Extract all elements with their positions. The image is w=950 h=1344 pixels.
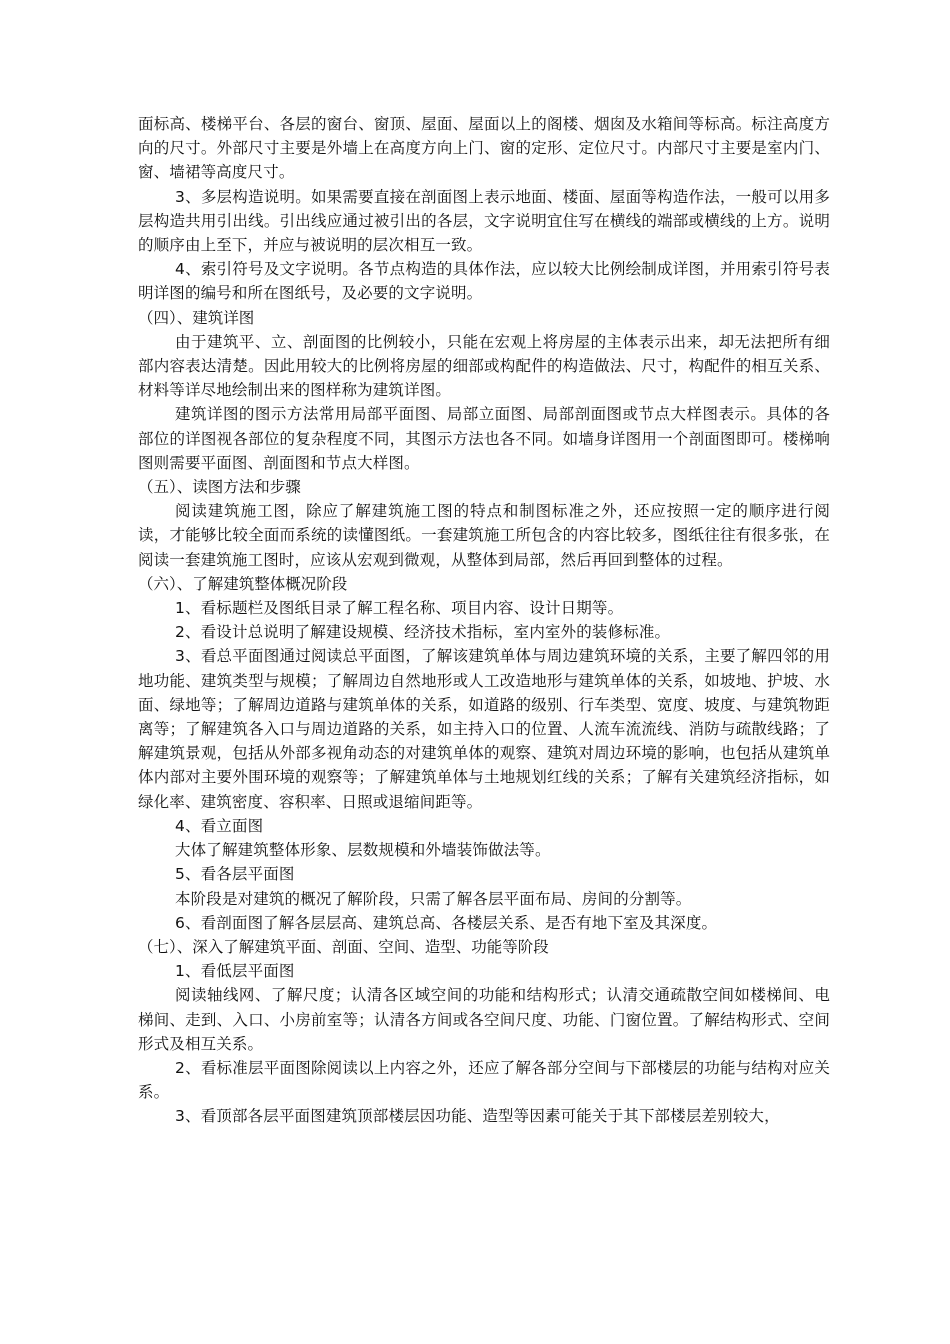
section-heading-5: （五）、读图方法和步骤 bbox=[138, 478, 301, 497]
paragraph-detail-methods: 建筑详图的图示方法常用局部平面图、局部立面图、局部剖面图或节点大样图表示。具体的各部位的详图视各部位的复杂程度不同，其图示方法也各不同。如墙身详图用一个剖面图即可。楼梯响图则需要平面图、剖面图和节点大样图。 bbox=[138, 405, 830, 472]
paragraph-detail-intro: 由于建筑平、立、剖面图的比例较小，只能在宏观上将房屋的主体表示出来，却无法把所有细部内容表达清楚。因此用较大的比例将房屋的细部或构配件的构造做法、尺寸，构配件的相互关系、材料等详尽地绘制出来的图样称为建筑详图。 bbox=[138, 332, 830, 400]
paragraph-continuation: 面标高、楼梯平台、各层的窗台、窗顶、屋面、屋面以上的阁楼、烟囱及水箱间等标高。标注高度方向的尺寸。外部尺寸主要是外墙上在高度方向上门、窗的定形、定位尺寸。内部尺寸主要是室内门、窗、墙裙等高度尺寸。 bbox=[138, 115, 830, 182]
list-item: 5、看各层平面图 bbox=[175, 865, 295, 884]
list-item: 本阶段是对建筑的概况了解阶段，只需了解各层平面布局、房间的分割等。 bbox=[175, 889, 692, 908]
list-item: 2、看设计总说明了解建设规模、经济技术指标，室内室外的装修标准。 bbox=[175, 623, 671, 642]
list-item: 1、看标题栏及图纸目录了解工程名称、项目内容、设计日期等。 bbox=[175, 599, 624, 618]
paragraph-reading-method: 阅读建筑施工图，除应了解建筑施工图的特点和制图标准之外，还应按照一定的顺序进行阅读，才能够比较全面而系统的读懂图纸。一套建筑施工所包含的内容比较多，图纸往往有很多张，在阅读一套建筑施工图时，应该从宏观到微观，从整体到局部，然后再回到整体的过程。 bbox=[138, 502, 830, 569]
list-item: 6、看剖面图了解各层层高、建筑总高、各楼层关系、是否有地下室及其深度。 bbox=[175, 913, 718, 932]
list-item: 阅读轴线网、了解尺度；认清各区域空间的功能和结构形式；认清交通疏散空间如楼梯间、电梯间、走到、入口、小房前室等；认清各方间或各空间尺度、功能、门窗位置。了解结构形式、空间形式及相互关系。 bbox=[138, 986, 830, 1053]
section-heading-4: （四）、建筑详图 bbox=[138, 308, 255, 327]
list-item: 大体了解建筑整体形象、层数规模和外墙装饰做法等。 bbox=[175, 841, 551, 860]
document-page bbox=[138, 112, 830, 1129]
list-item: 3、看总平面图通过阅读总平面图，了解该建筑单体与周边建筑环境的关系，主要了解四邻的用地功能、建筑类型与规模；了解周边自然地形或人工改造地形与建筑单体的关系，如坡地、护坡、水面、绿地等；了解周边道路与建筑单体的关系，如道路的级别、行车类型、宽度、坡度、与建筑物距离等；了解建筑各入口与周边道路的关系，如主持入口的位置、人流车流流线、消防与疏散线路；了解建筑景观，包括从外部多视角动态的对建筑单体的观察、建筑对周边环境的影响，也包括从建筑单体内部对主要外围环境的观察等；了解建筑单体与土地规划红线的关系；了解有关建筑经济指标，如绿化率、建筑密度、容积率、日照或退缩间距等。 bbox=[138, 647, 830, 811]
list-item: 3、看顶部各层平面图建筑顶部楼层因功能、造型等因素可能关于其下部楼层差别较大， bbox=[175, 1107, 780, 1126]
list-item: 4、看立面图 bbox=[175, 816, 264, 835]
section-heading-7: （七）、深入了解建筑平面、剖面、空间、造型、功能等阶段 bbox=[138, 937, 549, 956]
section-heading-6: （六）、了解建筑整体概况阶段 bbox=[138, 574, 348, 593]
paragraph-index-symbols: 4、索引符号及文字说明。各节点构造的具体作法，应以较大比例绘制成详图，并用索引符号表明详图的编号和所在图纸号，及必要的文字说明。 bbox=[138, 260, 830, 303]
list-item: 1、看低层平面图 bbox=[175, 962, 295, 981]
paragraph-multilayer-notes: 3、多层构造说明。如果需要直接在剖面图上表示地面、楼面、屋面等构造作法，一般可以用多层构造共用引出线。引出线应通过被引出的各层，文字说明宜住写在横线的端部或横线的上方。说明的顺序由上至下，并应与被说明的层次相互一致。 bbox=[138, 187, 830, 255]
list-item: 2、看标准层平面图除阅读以上内容之外，还应了解各部分空间与下部楼层的功能与结构对应关系。 bbox=[138, 1058, 830, 1102]
